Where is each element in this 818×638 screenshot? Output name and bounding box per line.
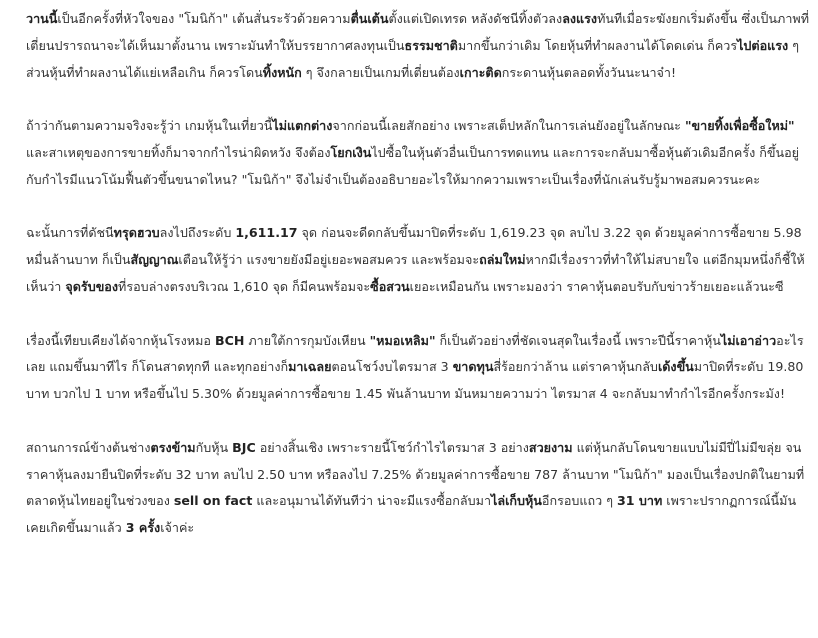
text-run: ไปซื้อในหุ้นตัวอื่นเป็นการทดแทน และการจะกลับมาซื้อหุ้นตัวเดิมอีกครั้ง ก็ขึ้นอยู่กับกำไรมีแนวโน้มฟื้นตัวขึ้นขนาดไหน? "โมนิก้า" จึงไม่จำเป็นต้องอธิบายอะไรให้มากความเพราะเป็นเรื่องที่นักเล่นรับรู้มาพอสมควรนะคะ bbox=[26, 144, 800, 187]
text-run: เจ้าค่ะ bbox=[160, 520, 195, 536]
bold-text: 1,611.17 bbox=[235, 225, 298, 241]
text-run: ลงไปถึงระดับ bbox=[159, 225, 236, 241]
bold-text: เกาะติด bbox=[459, 64, 502, 80]
text-run: ๆ ส่วนหุ้นที่ทำผลงานได้แย่เหลือเกิน ก็ควรโดน bbox=[26, 37, 799, 80]
text-run: สถานการณ์ข้างต้นช่าง bbox=[26, 439, 151, 455]
text-run: ตอนโชว์งบไตรมาส 3 bbox=[331, 359, 453, 375]
text-run: เพราะปรากฏการณ์นี้มันเคยเกิดขึ้นมาแล้ว bbox=[26, 493, 797, 536]
bold-text: โยกเงิน bbox=[330, 144, 372, 160]
text-run: ก็เป็นตัวอย่างที่ชัดเจนสุดในเรื่องนี้ เพราะปีนี้ราคาหุ้น bbox=[435, 332, 721, 348]
text-run: สี่ร้อยกว่าล้าน แต่ราคาหุ้นกลับ bbox=[493, 359, 658, 375]
bold-text: BJC bbox=[232, 439, 256, 455]
text-run: จากก่อนนี้เลยสักอย่าง เพราะสเต็ปหลักในการเล่นยังอยู่ในลักษณะ bbox=[332, 118, 685, 134]
text-run: ทันทีเมื่อระฆังยกเริ่มดังขึ้น ซึ่งเป็นภาพที่เตี่ยนปรารถนาจะได้เห็นมาตั้งนาน เพราะมันทำให้บรรยากาศลงทุนเป็น bbox=[26, 11, 810, 53]
text-run: หากมีเรื่องราวที่ทำให้ไม่สบายใจ แต่อีกมุมหนึ่งก็ชี้ให้เห็นว่า bbox=[26, 252, 805, 294]
bold-text: ทรุดฮวบ bbox=[113, 225, 160, 241]
text-run: อย่างสิ้นเชิง เพราะรายนี้โชว์กำไรไตรมาส 3 อย่าง bbox=[255, 439, 529, 455]
bold-text: ลงแรง bbox=[562, 11, 598, 26]
paragraph-index bbox=[26, 220, 812, 300]
bold-text: เด้งขึ้น bbox=[657, 359, 694, 375]
text-run: ถ้าว่ากันตามความจริงจะรู้ว่า เกมหุ้นในเที่ยวนี้ bbox=[26, 118, 273, 134]
text-run: กระดานหุ้นตลอดทั้งวันนะนาจ๋า! bbox=[501, 64, 677, 80]
bold-text: จุดรับของ bbox=[65, 278, 119, 294]
paragraph-bch bbox=[26, 328, 812, 408]
text-run: ฉะนั้นการที่ดัชนี bbox=[26, 225, 114, 241]
text-run: กับหุ้น bbox=[195, 439, 233, 455]
text-run: อีกรอบแถว ๆ bbox=[541, 493, 618, 509]
bold-text: "หมอเหลิม" bbox=[369, 332, 436, 348]
bold-text: ไม่เอาอ่าว bbox=[720, 332, 777, 348]
text-run: ที่รอบล่างตรงบริเวณ 1,610 จุด ก็มีคนพร้อมจะ bbox=[118, 278, 371, 294]
bold-text: ขาดทุน bbox=[452, 359, 494, 375]
bold-text: ตรงข้าม bbox=[150, 439, 196, 455]
paragraph-bjc bbox=[26, 435, 812, 542]
bold-text: "ขายทิ้งเพื่อซื้อใหม่" bbox=[684, 118, 795, 134]
bold-text: ไล่เก็บหุ้น bbox=[491, 493, 542, 509]
paragraph-market-game bbox=[26, 113, 812, 193]
bold-text: ตื่นเต้น bbox=[350, 11, 389, 26]
text-run: ภายใต้การกุมบังเหียน bbox=[244, 332, 370, 348]
text-run: มากขึ้นกว่าเดิม โดยหุ้นที่ทำผลงานได้โดดเด่น ก็ควร bbox=[457, 37, 738, 53]
text-run: และอนุมานได้ทันทีว่า น่าจะมีแรงซื้อกลับมา bbox=[252, 493, 492, 509]
text-run: เยอะเหมือนกัน เพราะมองว่า ราคาหุ้นตอบรับกับข่าวร้ายเยอะแล้วนะซี bbox=[409, 278, 784, 294]
bold-text: สัญญาณ bbox=[130, 252, 179, 268]
text-run: จุด ก่อนจะดีดกลับขึ้นมาปิดที่ระดับ 1,619.23 จุด ลบไป 3.22 จุด ด้วยมูลค่าการซื้อขาย 5.98 หมื่นล้านบาท ก็เป็น bbox=[26, 225, 802, 268]
bold-text: สวยงาม bbox=[528, 439, 573, 455]
bold-text: ธรรมชาติ bbox=[404, 37, 458, 53]
bold-text: มาเฉลย bbox=[288, 359, 332, 375]
text-run: อะไรเลย แถมขึ้นมาทีไร ก็โดนสาดทุกที และทุกอย่างก็ bbox=[26, 332, 804, 375]
bold-text: ทิ้งหนัก bbox=[262, 64, 302, 80]
bold-text: ไม่แตกต่าง bbox=[272, 118, 333, 134]
text-run: แต่หุ้นกลับโดนขายแบบไม่มีปี่ไม่มีขลุ่ย จนราคาหุ้นลงมายืนปิดที่ระดับ 32 บาท ลบไป 2.50 บาท หรือลงไป 7.25% ด้วยมูลค่าการซื้อขาย 787 ล้านบาท "โมนิก้า" มองเป็นเรื่องปกติในยามที่ตลาดหุ้นไทยอยู่ในช่วงของ bbox=[26, 439, 805, 509]
paragraph-intro bbox=[26, 6, 812, 86]
bold-text: ถล่มใหม่ bbox=[479, 252, 526, 268]
bold-text: วานนี้ bbox=[26, 11, 58, 26]
text-run: และสาเหตุของการขายทิ้งก็มาจากกำไรน่าผิดหวัง จึงต้อง bbox=[26, 144, 331, 160]
bold-text: ซื้อสวน bbox=[370, 278, 410, 294]
bold-text: ไปต่อแรง bbox=[737, 37, 789, 53]
text-run: เรื่องนี้เทียบเคียงได้จากหุ้นโรงหมอ bbox=[26, 332, 215, 348]
text-run: เป็นอีกครั้งที่หัวใจของ "โมนิก้า" เต้นสั่นระรัวด้วยความ bbox=[57, 11, 351, 26]
text-run: มาปิดที่ระดับ 19.80 บาท บวกไป 1 บาท หรือขึ้นไป 5.30% ด้วยมูลค่าการซื้อขาย 1.45 พันล้านบาท มันหมายความว่า ไตรมาส 4 จะกลับมาทำกำไรอีกครั้งกระมัง! bbox=[26, 359, 804, 402]
text-run: ตั้งแต่เปิดเทรด หลังดัชนีทิ้งตัวลง bbox=[388, 11, 563, 26]
bold-text: 31 บาท bbox=[617, 493, 663, 509]
bold-text: 3 ครั้ง bbox=[125, 520, 161, 536]
bold-text: BCH bbox=[214, 332, 245, 348]
article-body bbox=[26, 6, 812, 569]
text-run: ๆ จึงกลายเป็นเกมที่เตี่ยนต้อง bbox=[301, 64, 460, 80]
bold-text: sell on fact bbox=[173, 493, 253, 509]
text-run: เตือนให้รู้ว่า แรงขายยังมีอยู่เยอะพอสมควร และพร้อมจะ bbox=[178, 252, 480, 268]
